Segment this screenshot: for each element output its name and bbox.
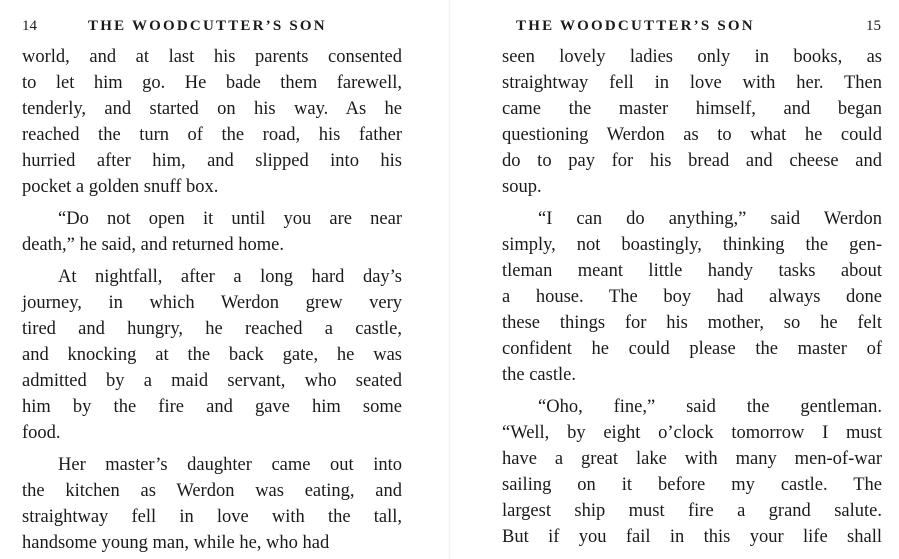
- right-running-head: [502, 18, 881, 44]
- text-line: soup.: [502, 177, 542, 197]
- text-line: tenderly, and started on his way. As he: [22, 99, 402, 119]
- text-line: “Do not open it until you are near: [58, 209, 402, 229]
- text-line: “Oho, fine,” said the gentleman.: [538, 397, 882, 417]
- paragraph: [22, 264, 402, 446]
- paragraph: [502, 44, 882, 200]
- text-line: “Well, by eight o’clock tomorrow I must: [502, 423, 882, 443]
- text-line: world, and at last his parents consented: [22, 47, 402, 67]
- right-book-title: THE WOODCUTTER’S SON: [516, 18, 755, 34]
- text-line: these things for his mother, so he felt: [502, 313, 882, 333]
- text-line: the kitchen as Werdon was eating, and: [22, 481, 402, 501]
- text-line: “I can do anything,” said Werdon: [538, 209, 882, 229]
- text-line: journey, in which Werdon grew very: [22, 293, 402, 313]
- text-line: At nightfall, after a long hard day’s: [58, 267, 402, 287]
- text-line: But if you fail in this your life shall: [502, 527, 882, 547]
- text-line: and knocking at the back gate, he was: [22, 345, 402, 365]
- paragraph: [22, 206, 402, 258]
- text-line: death,” he said, and returned home.: [22, 235, 284, 255]
- text-line: food.: [22, 423, 61, 443]
- text-line: sailing on it before my castle. The: [502, 475, 882, 495]
- text-line: straightway fell in love with the tall,: [22, 507, 402, 527]
- text-line: handsome young man, while he, who had: [22, 533, 330, 553]
- text-line: seen lovely ladies only in books, as: [502, 47, 882, 67]
- text-line: a house. The boy had always done: [502, 287, 882, 307]
- text-line: questioning Werdon as to what he could: [502, 125, 882, 145]
- text-line: the castle.: [502, 365, 576, 385]
- text-line: confident he could please the master of: [502, 339, 882, 359]
- paragraph: [502, 206, 882, 388]
- text-line: Her master’s daughter came out into: [58, 455, 402, 475]
- text-line: straightway fell in love with her. Then: [502, 73, 882, 93]
- right-page: [450, 0, 899, 559]
- left-running-head: [22, 18, 450, 44]
- left-page-body: [22, 44, 402, 556]
- left-book-title: THE WOODCUTTER’S SON: [88, 18, 327, 34]
- right-page-number: 15: [866, 18, 881, 34]
- text-line: reached the turn of the road, his father: [22, 125, 402, 145]
- paragraph: [22, 452, 402, 556]
- text-line: hurried after him, and slipped into his: [22, 151, 402, 171]
- text-line: pocket a golden snuff box.: [22, 177, 219, 197]
- paragraph: [22, 44, 402, 200]
- left-page-number: 14: [22, 18, 37, 34]
- text-line: do to pay for his bread and cheese and: [502, 151, 882, 171]
- text-line: admitted by a maid servant, who seated: [22, 371, 402, 391]
- text-line: him by the fire and gave him some: [22, 397, 402, 417]
- text-line: largest ship must fire a grand salute.: [502, 501, 882, 521]
- text-line: have a great lake with many men-of-war: [502, 449, 882, 469]
- right-page-body: [502, 44, 882, 550]
- text-line: came the master himself, and began: [502, 99, 882, 119]
- paragraph: [502, 394, 882, 550]
- text-line: tleman meant little handy tasks about: [502, 261, 882, 281]
- text-line: to let him go. He bade them farewell,: [22, 73, 402, 93]
- text-line: tired and hungry, he reached a castle,: [22, 319, 402, 339]
- text-line: simply, not boastingly, thinking the gen-: [502, 235, 882, 255]
